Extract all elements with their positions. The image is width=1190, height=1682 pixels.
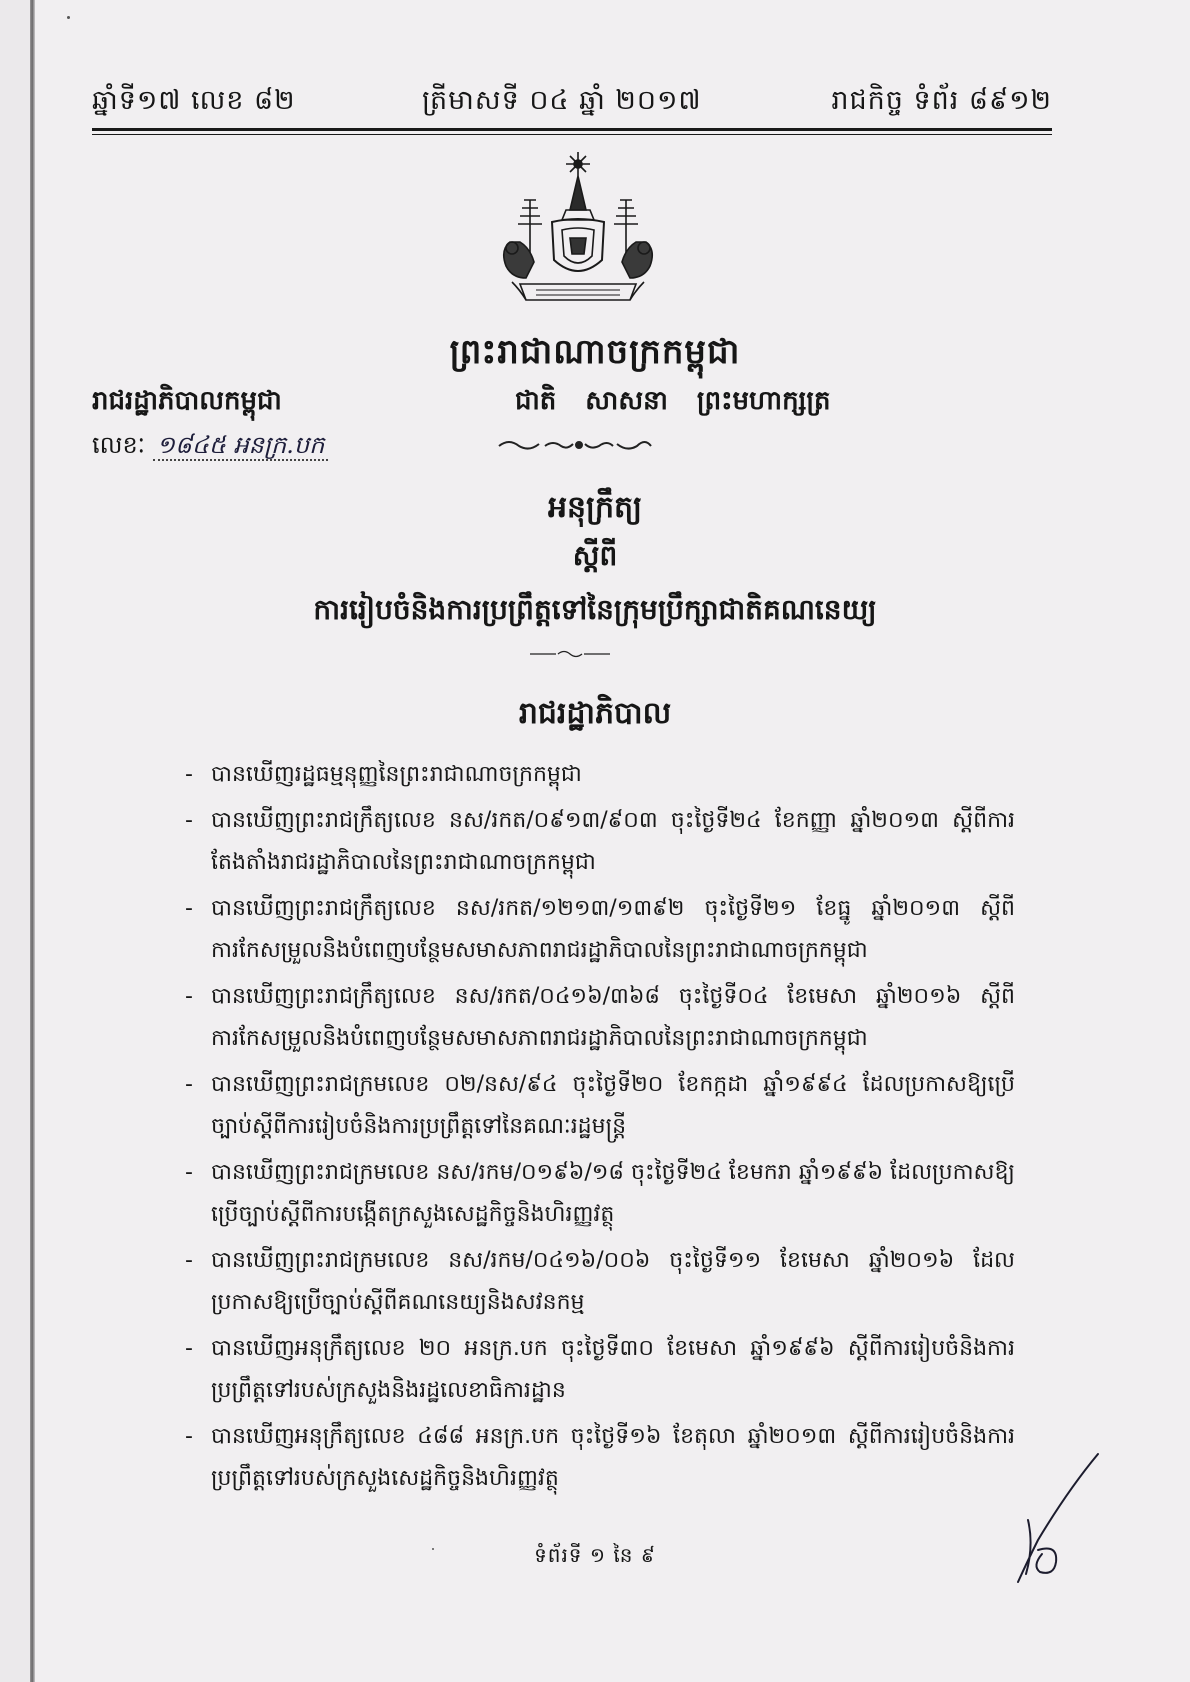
list-item-text: បានឃើញព្រះរាជក្រមលេខ នស/រកម/០៤១៦/០០៦ ចុះថ្ងៃទី១១ ខែមេសា ឆ្នាំ២០១៦ ដែលប្រកាសឱ្យប្រើច្បាប់ស្តីពីគណនេយ្យនិងសវនកម្ម xyxy=(211,1248,1015,1315)
document-number-label: លេខៈ xyxy=(92,431,146,459)
gazette-page: រាជកិច្ច ទំព័រ ៨៩១២ xyxy=(831,85,1052,116)
list-item-text: បានឃើញព្រះរាជក្រឹត្យលេខ នស/រកត/០៤១៦/៣៦៨ ចុះថ្ងៃទី០៤ ខែមេសា ឆ្នាំ២០១៦ ស្តីពីការកែសម្រួលនិងបំពេញបន្ថែមសមាសភាពរាជរដ្ឋាភិបាលនៃព្រះរាជាណាចក្រកម្ពុជា xyxy=(211,984,1015,1051)
list-item: - បានឃើញព្រះរាជក្រមលេខ នស/រកម/០១៩៦/១៨ ចុះថ្ងៃទី២៤ ខែមករា ឆ្នាំ១៩៩៦ ដែលប្រកាសឱ្យប្រើច្បាប់ស្តីពីការបង្កើតក្រសួងសេដ្ឋកិច្ចនិងហិរញ្ញវត្ថុ xyxy=(185,1152,1015,1236)
kingdom-title: ព្រះរាជាណាចក្រកម្ពុជា xyxy=(449,332,741,372)
list-item-text: បានឃើញព្រះរាជក្រឹត្យលេខ នស/រកត/១២១៣/១៣៩២ ចុះថ្ងៃទី២១ ខែធ្នូ ឆ្នាំ២០១៣ ស្តីពីការកែសម្រួលនិងបំពេញបន្ថែមសមាសភាពរាជរដ្ឋាភិបាលនៃព្រះរាជាណាចក្រកម្ពុជា xyxy=(211,896,1015,963)
document-subject: ការរៀបចំនិងការប្រព្រឹត្តទៅនៃក្រុមប្រឹក្សាជាតិគណនេយ្យ xyxy=(313,593,877,626)
list-item: - បានឃើញព្រះរាជក្រឹត្យលេខ នស/រកត/១២១៣/១៣៩២ ចុះថ្ងៃទី២១ ខែធ្នូ ឆ្នាំ២០១៣ ស្តីពីការកែសម្រួលនិងបំពេញបន្ថែមសមាសភាពរាជរដ្ឋាភិបាលនៃព្រះរាជាណាចក្រកម្ពុជា xyxy=(185,888,1015,972)
list-item: - បានឃើញព្រះរាជក្រឹត្យលេខ នស/រកត/០៩១៣/៩០៣ ចុះថ្ងៃទី២៤ ខែកញ្ញា ឆ្នាំ២០១៣ ស្តីពីការតែងតាំងរាជរដ្ឋាភិបាលនៃព្រះរាជាណាចក្រកម្ពុជា xyxy=(185,800,1015,884)
scan-speck xyxy=(67,16,70,19)
list-item: - បានឃើញព្រះរាជក្រមលេខ ០២/នស/៩៤ ចុះថ្ងៃទី២០ ខែកក្កដា ឆ្នាំ១៩៩៤ ដែលប្រកាសឱ្យប្រើច្បាប់ស្តីពីការរៀបចំនិងការប្រព្រឹត្តទៅនៃគណៈរដ្ឋមន្ត្រី xyxy=(185,1064,1015,1148)
list-item-text: បានឃើញព្រះរាជក្រឹត្យលេខ នស/រកត/០៩១៣/៩០៣ ចុះថ្ងៃទី២៤ ខែកញ្ញា ឆ្នាំ២០១៣ ស្តីពីការតែងតាំងរាជរដ្ឋាភិបាលនៃព្រះរាជាណាចក្រកម្ពុជា xyxy=(211,808,1015,875)
list-item-text: បានឃើញអនុក្រឹត្យលេខ ២០ អនក្រ.បក ចុះថ្ងៃទី៣០ ខែមេសា ឆ្នាំ១៩៩៦ ស្តីពីការរៀបចំនិងការប្រព្រឹត្តទៅរបស់ក្រសួងនិងរដ្ឋលេខាធិការដ្ឋាន xyxy=(211,1336,1015,1403)
gazette-quarter: ត្រីមាសទី ០៤ ឆ្នាំ ២០១៧ xyxy=(422,85,702,116)
list-item-text: បានឃើញរដ្ឋធម្មនុញ្ញនៃព្រះរាជាណាចក្រកម្ពុជា xyxy=(211,762,582,787)
document-number-value: ១៨៤៥ អនក្រ.បក xyxy=(153,431,329,461)
document-number xyxy=(92,430,328,465)
government-label: រាជរដ្ឋាភិបាលកម្ពុជា xyxy=(92,386,282,416)
page-number: ទំព័រទី ១ នៃ ៩ xyxy=(534,1543,656,1567)
ornament-divider-icon xyxy=(495,434,655,454)
scan-shadow xyxy=(0,0,30,1682)
gazette-header xyxy=(92,84,1052,132)
considerations-list xyxy=(185,754,1015,1504)
header-rule-thin xyxy=(92,134,1052,135)
header-rule xyxy=(92,128,1052,131)
small-divider-icon xyxy=(530,648,610,660)
national-motto: ជាតិ សាសនា ព្រះមហាក្សត្រ xyxy=(515,386,831,416)
signature-initials-icon xyxy=(998,1450,1108,1590)
list-item: - បានឃើញព្រះរាជក្រមលេខ នស/រកម/០៤១៦/០០៦ ចុះថ្ងៃទី១១ ខែមេសា ឆ្នាំ២០១៦ ដែលប្រកាសឱ្យប្រើច្បាប់ស្តីពីគណនេយ្យនិងសវនកម្ម xyxy=(185,1240,1015,1324)
list-item-text: បានឃើញព្រះរាជក្រមលេខ ០២/នស/៩៤ ចុះថ្ងៃទី២០ ខែកក្កដា ឆ្នាំ១៩៩៤ ដែលប្រកាសឱ្យប្រើច្បាប់ស្តីពីការរៀបចំនិងការប្រព្រឹត្តទៅនៃគណៈរដ្ឋមន្ត្រី xyxy=(211,1072,1015,1139)
gazette-issue: ឆ្នាំទី១៧ លេខ ៨២ xyxy=(92,85,296,116)
royal-emblem-icon xyxy=(490,150,666,320)
about-label: ស្តីពី xyxy=(572,539,618,572)
page-binding-edge xyxy=(30,0,35,1682)
list-item-text: បានឃើញព្រះរាជក្រមលេខ នស/រកម/០១៩៦/១៨ ចុះថ្ងៃទី២៤ ខែមករា ឆ្នាំ១៩៩៦ ដែលប្រកាសឱ្យប្រើច្បាប់ស្តីពីការបង្កើតក្រសួងសេដ្ឋកិច្ចនិងហិរញ្ញវត្ថុ xyxy=(211,1160,1015,1227)
list-item: - បានឃើញព្រះរាជក្រឹត្យលេខ នស/រកត/០៤១៦/៣៦៨ ចុះថ្ងៃទី០៤ ខែមេសា ឆ្នាំ២០១៦ ស្តីពីការកែសម្រួលនិងបំពេញបន្ថែមសមាសភាពរាជរដ្ឋាភិបាលនៃព្រះរាជាណាចក្រកម្ពុជា xyxy=(185,976,1015,1060)
list-item: - បានឃើញរដ្ឋធម្មនុញ្ញនៃព្រះរាជាណាចក្រកម្ពុជា xyxy=(185,754,1015,796)
list-item: - បានឃើញអនុក្រឹត្យលេខ ២០ អនក្រ.បក ចុះថ្ងៃទី៣០ ខែមេសា ឆ្នាំ១៩៩៦ ស្តីពីការរៀបចំនិងការប្រព្រឹត្តទៅរបស់ក្រសួងនិងរដ្ឋលេខាធិការដ្ឋាន xyxy=(185,1328,1015,1412)
document-type: អនុក្រឹត្យ xyxy=(547,490,643,525)
issuer-heading: រាជរដ្ឋាភិបាល xyxy=(518,696,672,731)
list-item: - បានឃើញអនុក្រឹត្យលេខ ៤៨៨ អនក្រ.បក ចុះថ្ងៃទី១៦ ខែតុលា ឆ្នាំ២០១៣ ស្តីពីការរៀបចំនិងការប្រព្រឹត្តទៅរបស់ក្រសួងសេដ្ឋកិច្ចនិងហិរញ្ញវត្ថុ xyxy=(185,1416,1015,1500)
list-item-text: បានឃើញអនុក្រឹត្យលេខ ៤៨៨ អនក្រ.បក ចុះថ្ងៃទី១៦ ខែតុលា ឆ្នាំ២០១៣ ស្តីពីការរៀបចំនិងការប្រព្រឹត្តទៅរបស់ក្រសួងសេដ្ឋកិច្ចនិងហិរញ្ញវត្ថុ xyxy=(211,1424,1015,1491)
